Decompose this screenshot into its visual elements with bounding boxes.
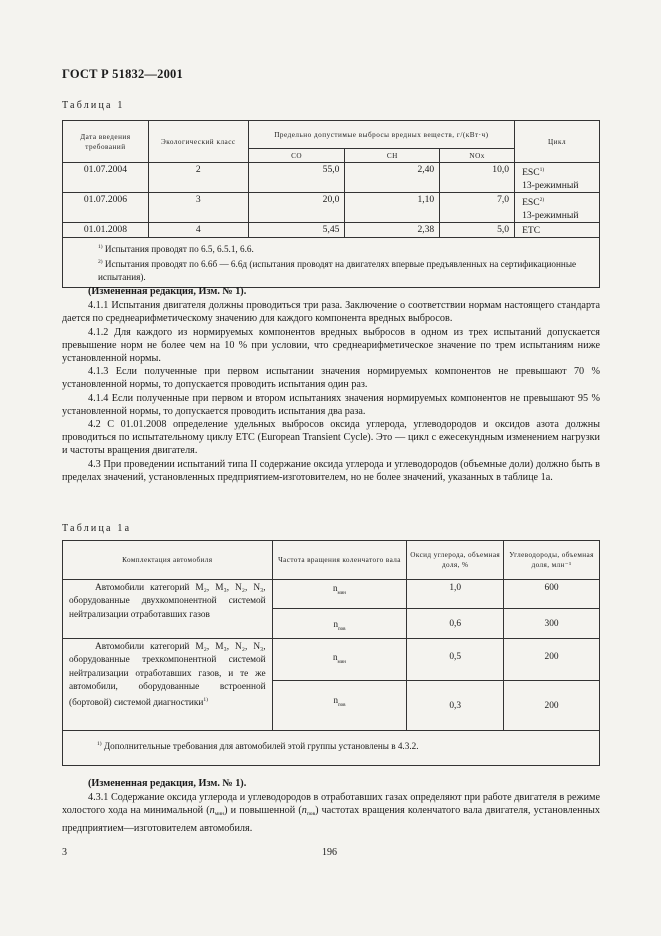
- table1a-cell-co: 0,6: [407, 609, 504, 639]
- paragraph-4-3: 4.3 При проведении испытаний типа II содержание оксида углерода и углеводородов (объемные доли) должно быть в пределах значений, установленных предприятием-изготовителем, но не более значений, указанных в таблице 1а.: [62, 458, 600, 483]
- table1-cell-ch: 2,40: [345, 163, 440, 193]
- table1-cell-cycle: ETC: [515, 223, 600, 238]
- table1a-header-config: Комплектация автомобиля: [63, 541, 273, 580]
- edit-note: (Измененная редакция, Изм. № 1).: [88, 286, 247, 297]
- table1-header-date: Дата введения требований: [63, 121, 149, 163]
- footer-page-number: 196: [322, 847, 337, 858]
- table1-notes: [63, 238, 600, 288]
- table1-cell-ch: 1,10: [345, 193, 440, 223]
- table-row: [63, 223, 600, 238]
- table1-cell-eco-class: 3: [148, 193, 248, 223]
- table1a-group1-description: Автомобили категорий М₂, М₃, N₂, N₃, оборудованные двухкомпонентной системой нейтрализации отработавших газов: [63, 580, 273, 639]
- table1a-cell-speed: $n_{мин}$: [272, 639, 407, 681]
- table1a-header-ch: Углеводороды, объемная доля, млн⁻¹: [504, 541, 600, 580]
- paragraph-4-1-3: 4.1.3 Если полученные при первом испытании значения нормируемых компонентов не превышают 70 % установленной нормы, то допускается проводить испытания один раз.: [62, 366, 600, 391]
- section-4-1: [62, 285, 600, 484]
- table1-cell-cycle: ESC$^{1)}$ 13-режимный: [515, 163, 600, 193]
- paragraph-4-1-4: 4.1.4 Если полученные при первом и втором испытаниях значения нормируемых компонентов не превышают 95 % установленной нормы, то допускается проводить испытания два раза.: [62, 392, 600, 417]
- edit-note: (Измененная редакция, Изм. № 1).: [88, 778, 247, 789]
- document-title: ГОСТ Р 51832—2001: [62, 67, 183, 81]
- paragraph-4-1-2: 4.1.2 Для каждого из нормируемых компонентов вредных выбросов в одном из трех испытаний допускается превышение норм не более чем на 10 % при условии, что среднеарифметическое значение по трем испытаниям ниже установленной нормы.: [62, 326, 600, 365]
- table1-cell-nox: 10,0: [440, 163, 515, 193]
- table1-header-eco-class: Экологический класс: [148, 121, 248, 163]
- section-4-3-1: [62, 777, 600, 835]
- paragraph-4-3-1: 4.3.1 Содержание оксида углерода и углеводородов в отработавших газах определяют при работе двигателя в режиме холостого хода на минимальной $(n_{мин})$ и повышенной $(n_{пов})$ частотах вращения коленчатого вала двигателя, установленных предприятием—изготовителем автомобиля.: [62, 792, 600, 834]
- table1a-note: $^{1)}$ Дополнительные требования для автомобилей этой группы установлены в 4.3.2.: [63, 731, 600, 766]
- table1-cell-co: 55,0: [248, 163, 345, 193]
- footer-section-number: 3: [62, 847, 67, 858]
- table1-cell-ch: 2,38: [345, 223, 440, 238]
- table1-header-cycle: Цикл: [515, 121, 600, 163]
- table1a: [62, 540, 600, 766]
- table1-header-nox: NOx: [440, 149, 515, 163]
- table1a-group2-description: Автомобили категорий М₂, М₃, N₂, N₃, оборудованные трехкомпонентной системой нейтрализации отработавших газов, и те же автомобили, оборудованные встроенной (бортовой) системой диагностики$^{1)}$: [63, 639, 273, 731]
- table1a-cell-speed: $n_{пов}$: [272, 609, 407, 639]
- table1a-cell-ch: 600: [504, 580, 600, 609]
- table1-caption: Таблица 1: [62, 100, 125, 111]
- table1a-cell-ch: 200: [504, 681, 600, 731]
- table1: [62, 120, 600, 288]
- table1-note-1: $^{1)}$ Испытания проводят по 6.5, 6.5.1, 6.6.: [98, 244, 254, 254]
- table1a-cell-speed: $n_{мин}$: [272, 580, 407, 609]
- table1-cell-eco-class: 2: [148, 163, 248, 193]
- paragraph-4-1-1: 4.1.1 Испытания двигателя должны проводиться три раза. Заключение о соответствии нормам настоящего стандарта дается по среднеарифметическому значению для каждого компонента вредных выбросов.: [62, 300, 600, 325]
- table1a-caption: Таблица 1а: [62, 523, 132, 534]
- table-row: [63, 639, 600, 681]
- table1-note-2: $^{2)}$ Испытания проводят по 6.6б — 6.6д (испытания проводят на двигателях впервые предъявленных на сертификационные испытания).: [98, 259, 577, 282]
- table1-header-ch: СН: [345, 149, 440, 163]
- table1a-cell-ch: 200: [504, 639, 600, 681]
- paragraph-4-2: 4.2 С 01.01.2008 определение удельных выбросов оксида углерода, углеводородов и оксидов азота должны проводиться по испытательному циклу ЕТС (European Transient Cycle). Это — цикл с ежесекундным изменением нагрузки и частоты вращения двигателя.: [62, 419, 600, 457]
- table1-cell-co: 20,0: [248, 193, 345, 223]
- table-row: [63, 163, 600, 193]
- table1-cell-co: 5,45: [248, 223, 345, 238]
- table1-header-limits: Предельно допустимые выбросы вредных веществ, г/(кВт·ч): [248, 121, 514, 149]
- table1-cell-eco-class: 4: [148, 223, 248, 238]
- table1-cell-nox: 7,0: [440, 193, 515, 223]
- table1a-cell-ch: 300: [504, 609, 600, 639]
- table1-cell-date: 01.01.2008: [63, 223, 149, 238]
- table1-header-co: СО: [248, 149, 345, 163]
- table-row: [63, 193, 600, 223]
- table1a-cell-speed: $n_{пов}$: [272, 681, 407, 731]
- table1a-cell-co: 0,5: [407, 639, 504, 681]
- table1-cell-date: 01.07.2004: [63, 163, 149, 193]
- table1a-header-co: Оксид углерода, объемная доля, %: [407, 541, 504, 580]
- table1-cell-date: 01.07.2006: [63, 193, 149, 223]
- table1a-cell-co: 1,0: [407, 580, 504, 609]
- table1-cell-nox: 5,0: [440, 223, 515, 238]
- table-row: [63, 580, 600, 609]
- table1a-cell-co: 0,3: [407, 681, 504, 731]
- table1a-header-speed: Частота вращения коленчатого вала: [272, 541, 407, 580]
- table1-cell-cycle: ESC$^{2)}$ 13-режимный: [515, 193, 600, 223]
